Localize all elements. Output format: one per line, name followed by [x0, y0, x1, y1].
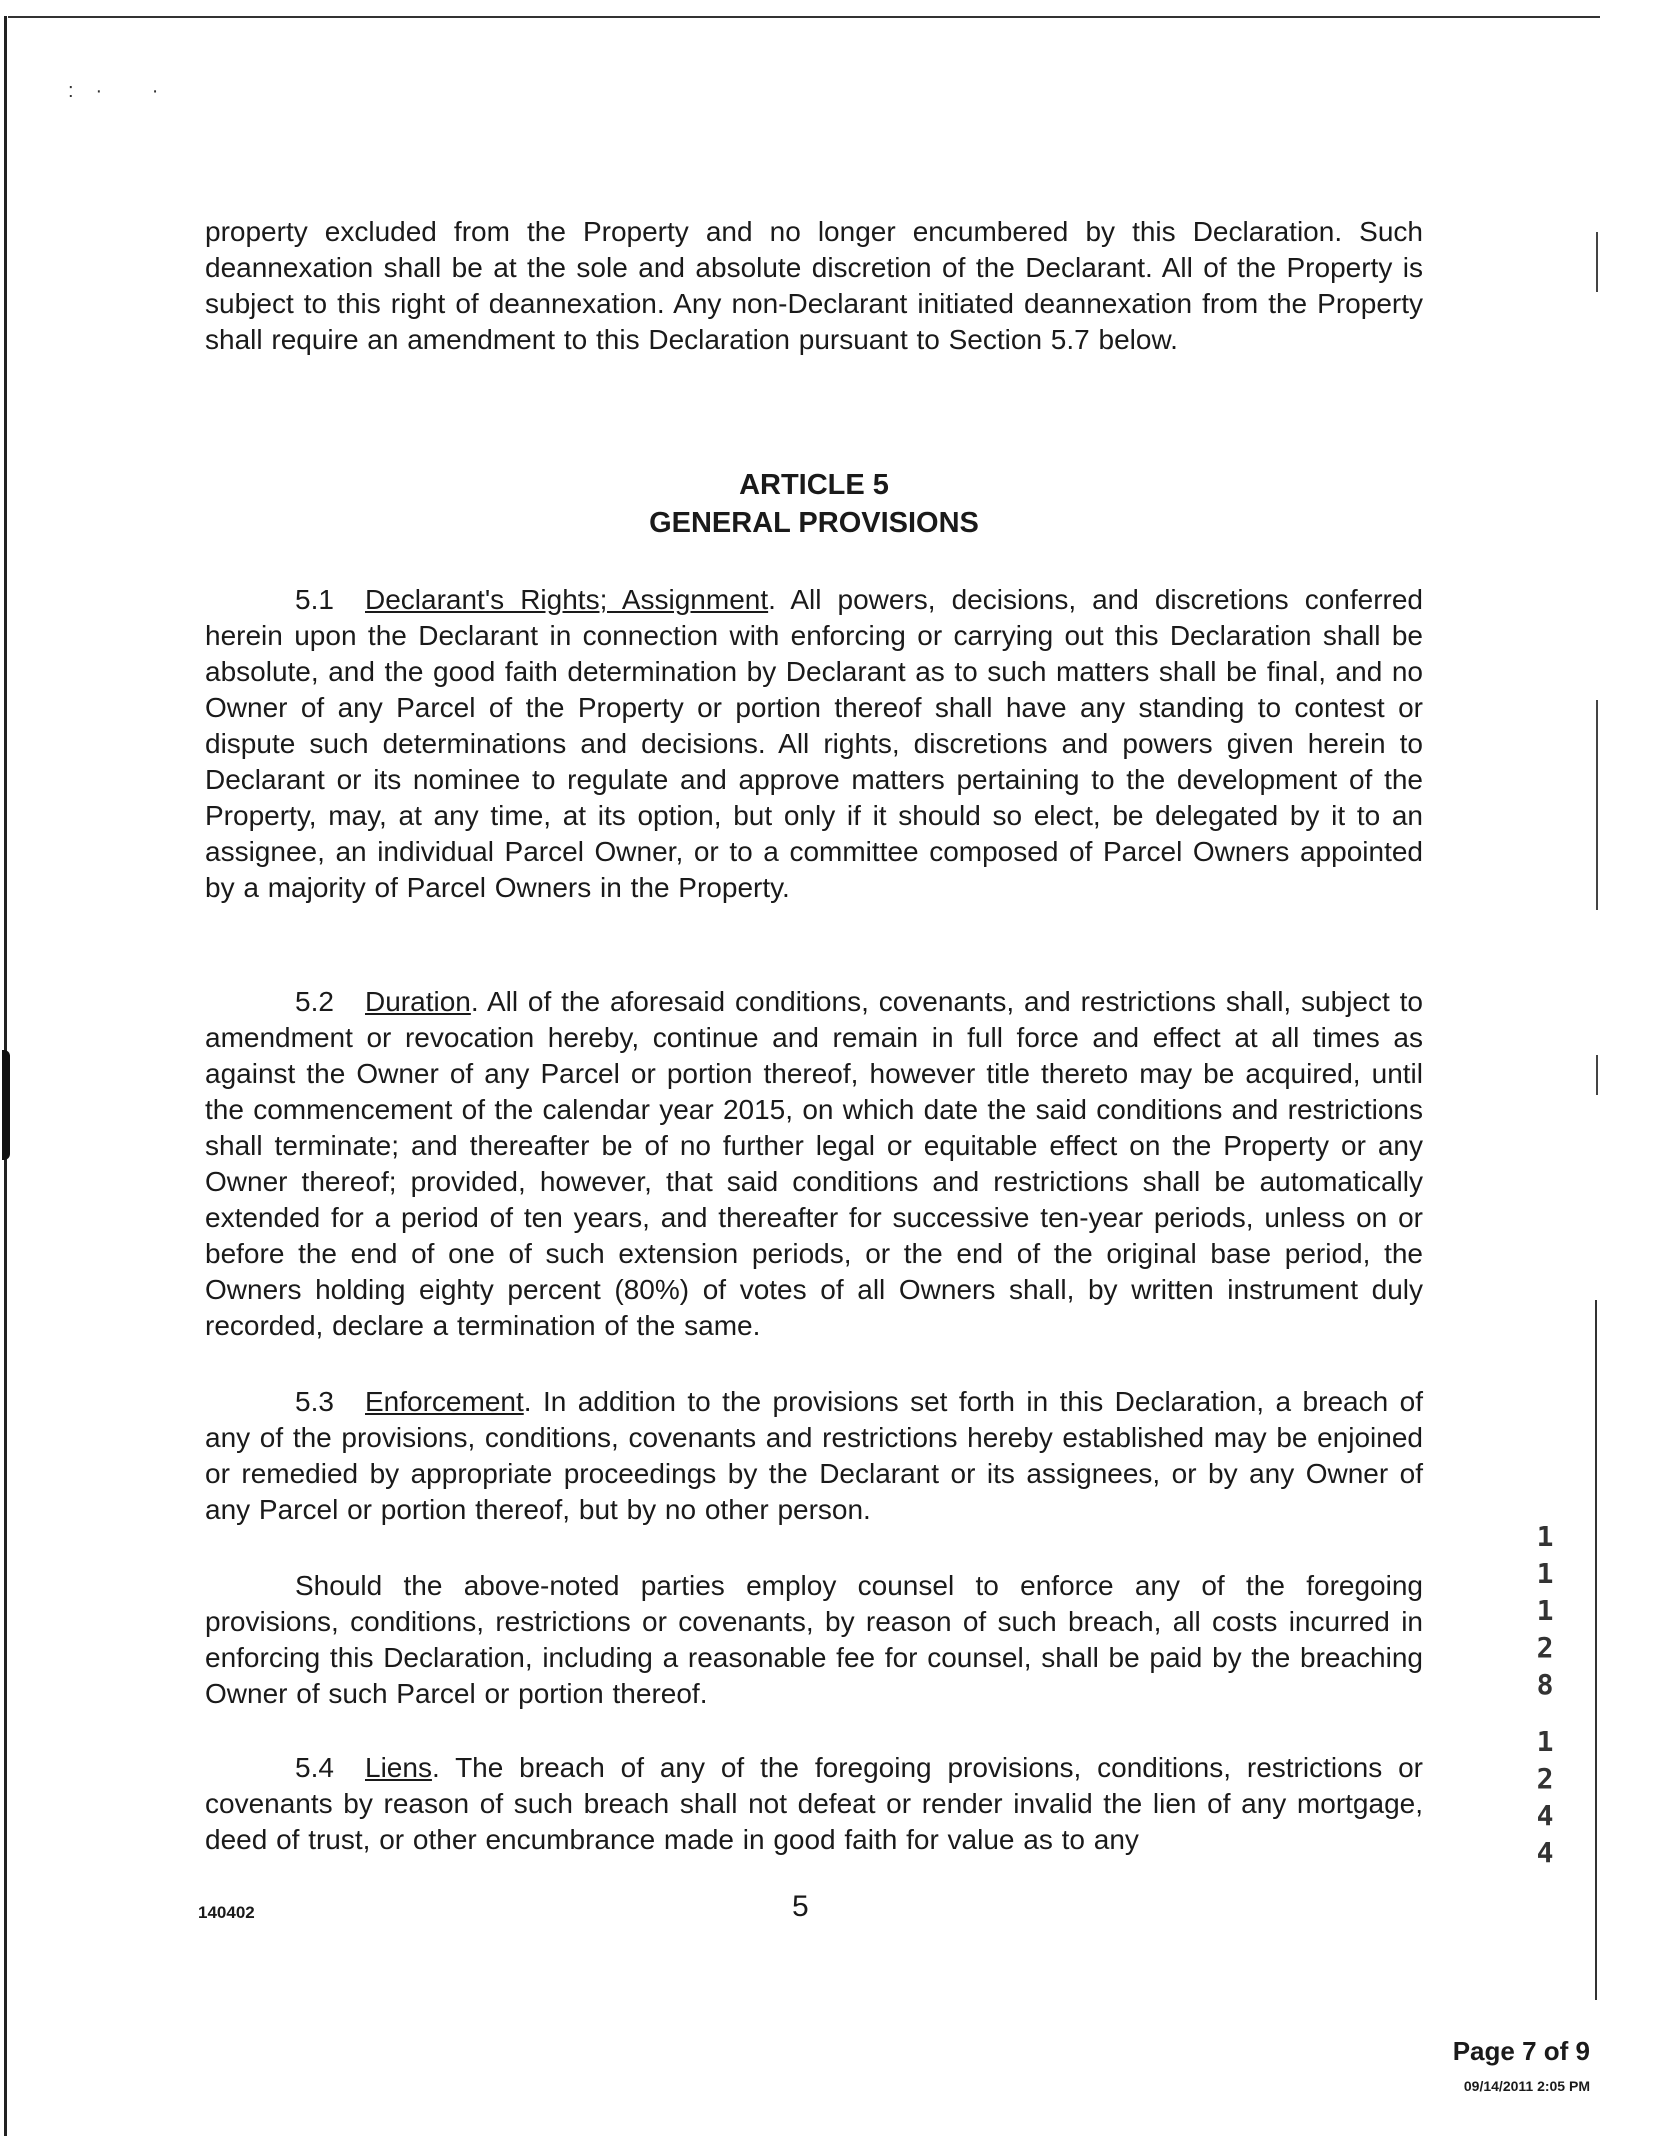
stamp-digit: 1: [1536, 1557, 1554, 1590]
top-border-line: [8, 16, 1600, 18]
top-paragraph: property excluded from the Property and no longer encumbered by this Declaration. Such deannexation shall be at the sole and absolute discretion of the Declarant. All of the Property is subject to this right of deannexation. Any non-Declarant initiated deannexation from the Property shall require an amendment to this Declaration pursuant to Section 5.7 below.: [205, 216, 1423, 355]
document-code: 140402: [198, 1903, 255, 1922]
revision-bar: [1596, 1055, 1598, 1095]
article-title: GENERAL PROVISIONS: [649, 507, 979, 539]
scan-specks: :· ·: [68, 80, 181, 102]
stamp-digit: 4: [1536, 1836, 1554, 1869]
section-text: . All of the aforesaid conditions, covenants, and restrictions shall, subject to amendment or revocation hereby, continue and remain in full force and effect at all times as against the Owner of any Parcel or portion thereof, however title thereto may be acquired, until the commencement of the calendar year 2015, on which date the said conditions and restrictions shall terminate; and thereafter be of no further legal or equitable effect on the Property or any Owner thereof; provided, however, that said conditions and restrictions shall be automatically extended for a period of ten years, and thereafter for successive ten-year periods, unless on or before the end of one of such extension periods, or the end of the original base period, the Owners holding eighty percent (80%) of votes of all Owners shall, by written instrument duly recorded, declare a termination of the same.: [205, 986, 1423, 1341]
section-5-4: [205, 1750, 1423, 1858]
section-number: 5.2: [295, 986, 334, 1017]
fax-page-counter: Page 7 of 9: [1452, 2036, 1590, 2066]
section-number: 5.4: [295, 1752, 334, 1783]
section-text: . In addition to the provisions set forth in this Declaration, a breach of any of the provisions, conditions, covenants and restrictions hereby established may be enjoined or remedied by appropriate proceedings by the Declarant or its assignees, or by any Owner of any Parcel or portion thereof, but by no other person.: [205, 1386, 1423, 1525]
paragraph-text: Should the above-noted parties employ counsel to enforce any of the foregoing provisions, conditions, restrictions or covenants, by reason of such breach, all costs incurred in enforcing this Declaration, including a reasonable fee for counsel, shall be paid by the breaching Owner of such Parcel or portion thereof.: [205, 1570, 1423, 1709]
section-5-3: [205, 1384, 1423, 1528]
section-title: Declarant's Rights; Assignment: [365, 584, 769, 615]
right-border-line: [1595, 1300, 1597, 2000]
stamp-digit: 1: [1536, 1594, 1554, 1627]
section-text: . All powers, decisions, and discretions conferred herein upon the Declarant in connection with enforcing or carrying out this Declaration shall be absolute, and the good faith determination by Declarant as to such matters shall be final, and no Owner of any Parcel of the Property or portion thereof shall have any standing to contest or dispute such determinations and decisions. All rights, discretions and powers given herein to Declarant or its nominee to regulate and approve matters pertaining to the development of the Property, may, at any time, at its option, but only if it should so elect, be delegated by it to an assignee, an individual Parcel Owner, or to a committee composed of Parcel Owners appointed by a majority of Parcel Owners in the Property.: [205, 584, 1423, 903]
stamp-digit: 2: [1536, 1631, 1554, 1664]
stamp-digit: 8: [1536, 1668, 1554, 1701]
stamp-digit: 1: [1536, 1725, 1554, 1758]
section-number: 5.1: [295, 584, 334, 615]
section-number: 5.3: [295, 1386, 334, 1417]
section-text: . The breach of any of the foregoing provisions, conditions, restrictions or covenants by reason of such breach shall not defeat or render invalid the lien of any mortgage, deed of trust, or other encumbrance made in good faith for value as to any: [205, 1752, 1423, 1855]
section-title: Liens: [365, 1752, 432, 1783]
fax-timestamp: 09/14/2011 2:05 PM: [1463, 2078, 1590, 2094]
stamp-gap: [1530, 1703, 1560, 1723]
page-number: 5: [792, 1890, 809, 1923]
counsel-paragraph: [205, 1568, 1423, 1712]
recording-number-stamp: [1530, 1518, 1560, 1871]
revision-bar: [1596, 232, 1598, 292]
section-title: Duration: [365, 986, 471, 1017]
article-number: ARTICLE 5: [739, 469, 889, 501]
stamp-digit: 2: [1536, 1762, 1554, 1795]
stamp-digit: 4: [1536, 1799, 1554, 1832]
stamp-digit: 1: [1536, 1520, 1554, 1553]
article-heading: [205, 466, 1423, 542]
section-5-1: [205, 582, 1423, 906]
revision-bar: [1596, 700, 1598, 910]
scan-binding-mark: [2, 1050, 10, 1160]
section-title: Enforcement: [365, 1386, 524, 1417]
section-5-2: [205, 984, 1423, 1344]
